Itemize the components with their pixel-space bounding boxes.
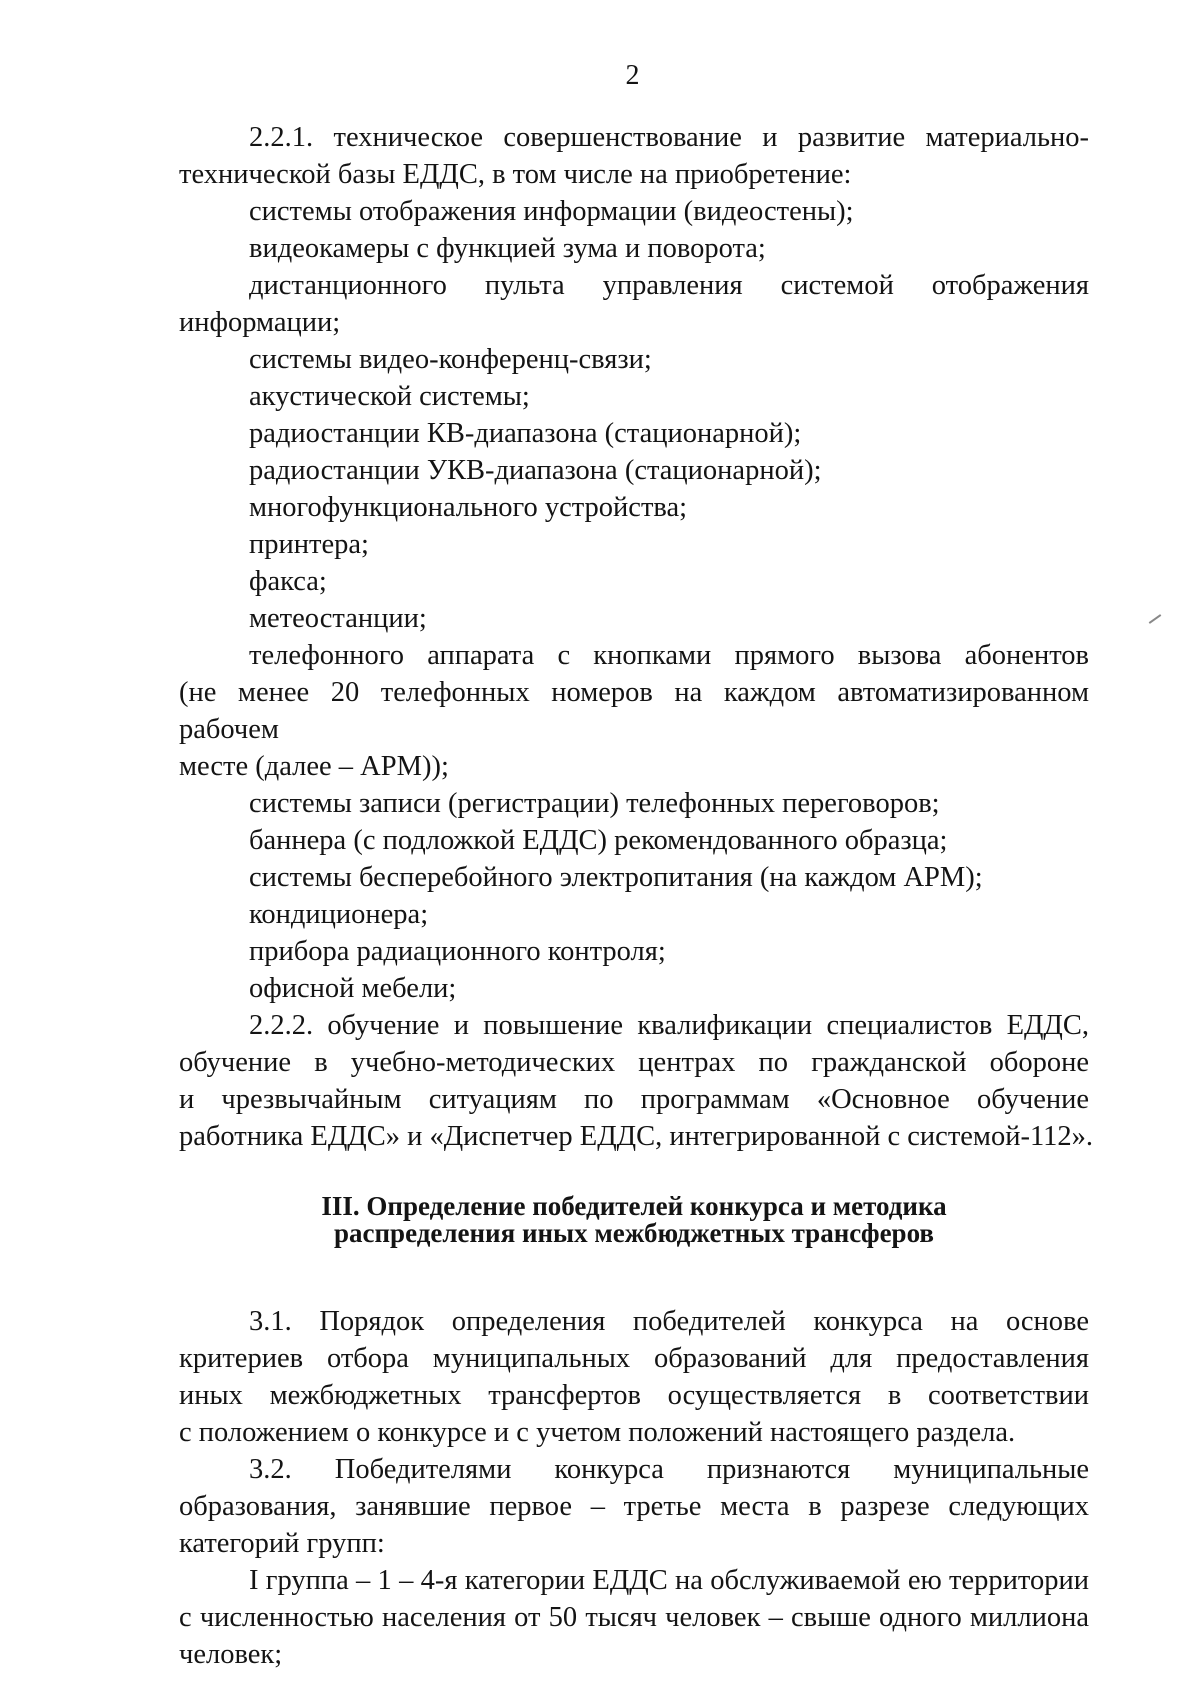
text-line: работника ЕДДС» и «Диспетчер ЕДДС, интегрированной с системой-112».: [179, 1121, 1094, 1152]
list-item: метеостанции;: [249, 603, 427, 634]
list-item: системы отображения информации (видеостены);: [249, 196, 854, 227]
text-line: (не менее 20 телефонных номеров на каждом автоматизированном рабочем: [179, 677, 1089, 745]
paragraph-group-1: [179, 1562, 1089, 1673]
text-line: информации;: [179, 307, 341, 338]
text-line: 3.1. Порядок определения победителей конкурса на основе: [249, 1306, 1089, 1337]
section-heading: [179, 1193, 1089, 1247]
scan-mark: [1149, 614, 1162, 624]
text-line: обучение в учебно-методических центрах по гражданской обороне: [179, 1047, 1089, 1078]
list-item: [179, 637, 1089, 785]
text-line: технической базы ЕДДС, в том числе на приобретение:: [179, 159, 852, 190]
text-line: категорий групп:: [179, 1528, 385, 1559]
text-line: с положением о конкурсе и с учетом положений настоящего раздела.: [179, 1417, 1016, 1448]
list-item: баннера (с подложкой ЕДДС) рекомендованного образца;: [249, 825, 948, 856]
list-item: прибора радиационного контроля;: [249, 936, 666, 967]
list-item: системы видео-конференц-связи;: [249, 344, 652, 375]
text-line: и чрезвычайным ситуациям по программам «Основное обучение: [179, 1084, 1089, 1115]
text-line: иных межбюджетных трансфертов осуществляется в соответствии: [179, 1380, 1089, 1411]
paragraph-2-2-1: [179, 119, 1089, 193]
text-line: I группа – 1 – 4-я категории ЕДДС на обслуживаемой ею территории: [249, 1565, 1089, 1596]
list-item: принтера;: [249, 529, 369, 560]
text-line: критериев отбора муниципальных образований для предоставления: [179, 1343, 1089, 1374]
text-line: образования, занявшие первое – третье места в разрезе следующих: [179, 1491, 1089, 1522]
list-item: [179, 267, 1089, 341]
list-item: системы записи (регистрации) телефонных переговоров;: [249, 788, 940, 819]
text-line: с численностью населения от 50 тысяч человек – свыше одного миллиона: [179, 1602, 1089, 1633]
page-number: 2: [625, 60, 640, 91]
paragraph-3-1: [179, 1303, 1089, 1451]
text-line: телефонного аппарата с кнопками прямого вызова абонентов: [249, 640, 1089, 671]
list-item: видеокамеры с функцией зума и поворота;: [249, 233, 766, 264]
paragraph-2-2-2: [179, 1007, 1094, 1155]
text-line: месте (далее – АРМ));: [179, 751, 449, 782]
list-item: системы бесперебойного электропитания (на каждом АРМ);: [249, 862, 983, 893]
heading-line: III. Определение победителей конкурса и методика: [321, 1191, 947, 1221]
text-line: 3.2. Победителями конкурса признаются муниципальные: [249, 1454, 1089, 1485]
list-item: многофункционального устройства;: [249, 492, 688, 523]
list-item: акустической системы;: [249, 381, 530, 412]
list-item: радиостанции УКВ-диапазона (стационарной);: [249, 455, 822, 486]
document-body: [179, 119, 1094, 1673]
text-line: 2.2.1. техническое совершенствование и развитие материально-: [249, 122, 1089, 153]
text-line: 2.2.2. обучение и повышение квалификации специалистов ЕДДС,: [249, 1010, 1089, 1041]
list-item: факса;: [249, 566, 327, 597]
list-item: кондиционера;: [249, 899, 429, 930]
list-item: офисной мебели;: [249, 973, 457, 1004]
text-line: человек;: [179, 1639, 283, 1670]
paragraph-3-2: [179, 1451, 1089, 1562]
heading-line: распределения иных межбюджетных трансферов: [334, 1218, 934, 1248]
text-line: дистанционного пульта управления системой отображения: [249, 270, 1089, 301]
list-item: радиостанции КВ-диапазона (стационарной);: [249, 418, 802, 449]
